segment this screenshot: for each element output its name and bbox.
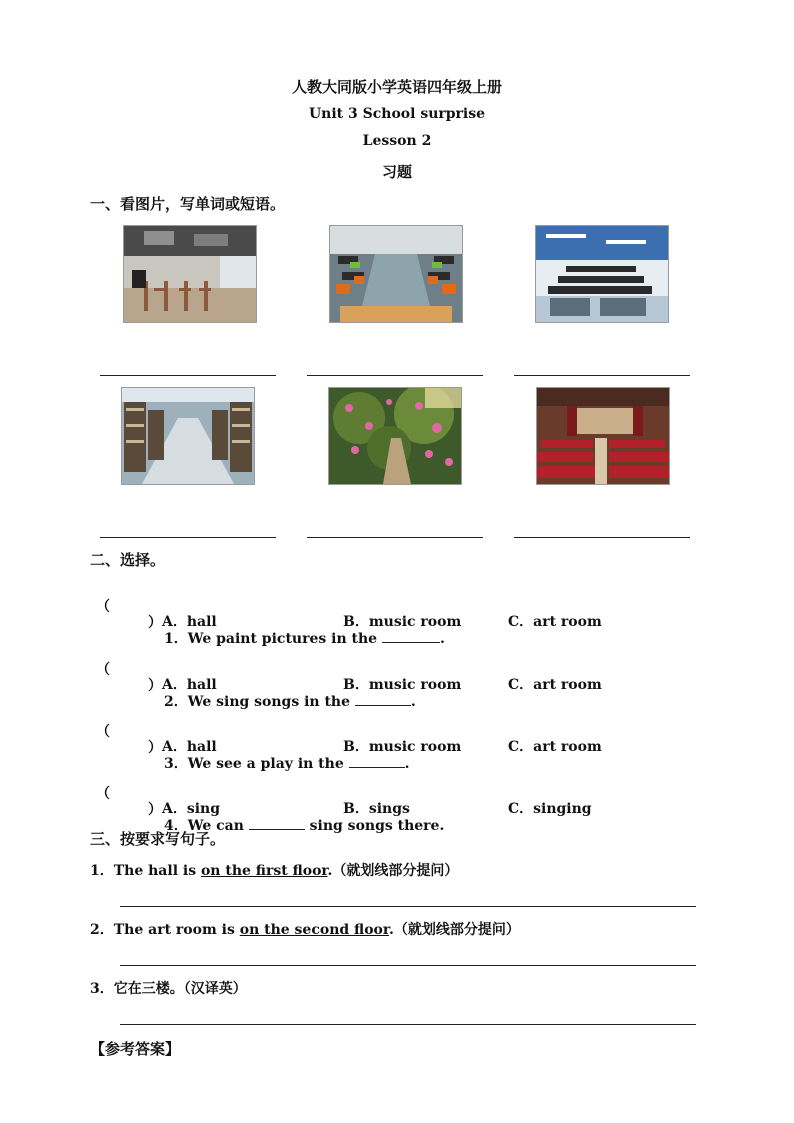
question-text-end: . bbox=[404, 756, 410, 772]
instruction-text: .（就划线部分提问） bbox=[327, 863, 459, 879]
writing-line-2[interactable] bbox=[120, 965, 696, 966]
question-number: 1． bbox=[164, 631, 188, 647]
underlined-phrase: on the second floor bbox=[239, 922, 389, 938]
sentence-text: 它在三楼。（汉译英） bbox=[113, 981, 247, 997]
hall-photo bbox=[536, 387, 670, 485]
answer-line-5[interactable] bbox=[307, 537, 483, 538]
option-c[interactable]: C．art room bbox=[508, 739, 602, 755]
art-room-photo bbox=[123, 225, 257, 323]
item-number: 1． bbox=[90, 863, 114, 879]
answer-key-heading: 【参考答案】 bbox=[90, 1040, 181, 1058]
option-b[interactable]: B．music room bbox=[343, 677, 462, 693]
answer-paren-close: ） bbox=[148, 615, 162, 631]
answer-paren-open[interactable]: （ bbox=[96, 662, 110, 678]
item-number: 2． bbox=[90, 922, 114, 938]
option-b[interactable]: B．sings bbox=[343, 801, 410, 817]
question-text: We sing songs in the bbox=[187, 694, 355, 710]
library-photo bbox=[121, 387, 255, 485]
option-a[interactable]: A．sing bbox=[162, 801, 221, 817]
option-c[interactable]: C．art room bbox=[508, 614, 602, 630]
answer-line-6[interactable] bbox=[514, 537, 690, 538]
answer-line-3[interactable] bbox=[514, 375, 690, 376]
question-number: 3． bbox=[164, 756, 188, 772]
sentence-text: The hall is bbox=[113, 863, 201, 879]
part3-heading: 三、按要求写句子。 bbox=[90, 830, 226, 848]
writing-line-3[interactable] bbox=[120, 1024, 696, 1025]
question-text: We see a play in the bbox=[187, 756, 349, 772]
sentence-text: The art room is bbox=[113, 922, 240, 938]
item-number: 3． bbox=[90, 981, 114, 997]
question-text-end: . bbox=[410, 694, 416, 710]
exercise-subtitle: 习题 bbox=[381, 163, 412, 181]
part1-heading: 一、看图片，写单词或短语。 bbox=[90, 195, 286, 213]
answer-paren-open[interactable]: （ bbox=[96, 599, 110, 615]
fill-blank[interactable] bbox=[249, 815, 305, 830]
option-a[interactable]: A．hall bbox=[162, 614, 217, 630]
answer-paren-open[interactable]: （ bbox=[96, 786, 110, 802]
question-text-end: . bbox=[439, 631, 445, 647]
answer-paren-open[interactable]: （ bbox=[96, 724, 110, 740]
unit-title: Unit 3 School surprise bbox=[308, 106, 486, 122]
music-room-photo bbox=[329, 225, 463, 323]
question-number: 2． bbox=[164, 694, 188, 710]
option-c[interactable]: C．singing bbox=[508, 801, 592, 817]
answer-paren-close: ） bbox=[148, 802, 162, 818]
question-text: We can bbox=[187, 818, 249, 834]
writing-line-1[interactable] bbox=[120, 906, 696, 907]
underlined-phrase: on the first floor bbox=[200, 863, 328, 879]
computer-room-photo bbox=[535, 225, 669, 323]
worksheet-title: 人教大同版小学英语四年级上册 bbox=[291, 78, 502, 96]
answer-paren-close: ） bbox=[148, 678, 162, 694]
answer-paren-close: ） bbox=[148, 740, 162, 756]
question-text: We paint pictures in the bbox=[187, 631, 382, 647]
answer-line-1[interactable] bbox=[100, 375, 276, 376]
option-a[interactable]: A．hall bbox=[162, 677, 217, 693]
part2-heading: 二、选择。 bbox=[90, 551, 166, 569]
question-text-end: sing songs there. bbox=[304, 818, 445, 834]
garden-photo bbox=[328, 387, 462, 485]
option-b[interactable]: B．music room bbox=[343, 739, 462, 755]
option-b[interactable]: B．music room bbox=[343, 614, 462, 630]
sentence-task-1 bbox=[90, 860, 458, 880]
sentence-task-3 bbox=[90, 978, 247, 998]
answer-line-2[interactable] bbox=[307, 375, 483, 376]
option-a[interactable]: A．hall bbox=[162, 739, 217, 755]
sentence-task-2 bbox=[90, 919, 520, 939]
answer-line-4[interactable] bbox=[100, 537, 276, 538]
question-number: 4． bbox=[164, 818, 188, 834]
instruction-text: .（就划线部分提问） bbox=[389, 922, 520, 938]
lesson-title: Lesson 2 bbox=[362, 133, 432, 149]
option-c[interactable]: C．art room bbox=[508, 677, 602, 693]
